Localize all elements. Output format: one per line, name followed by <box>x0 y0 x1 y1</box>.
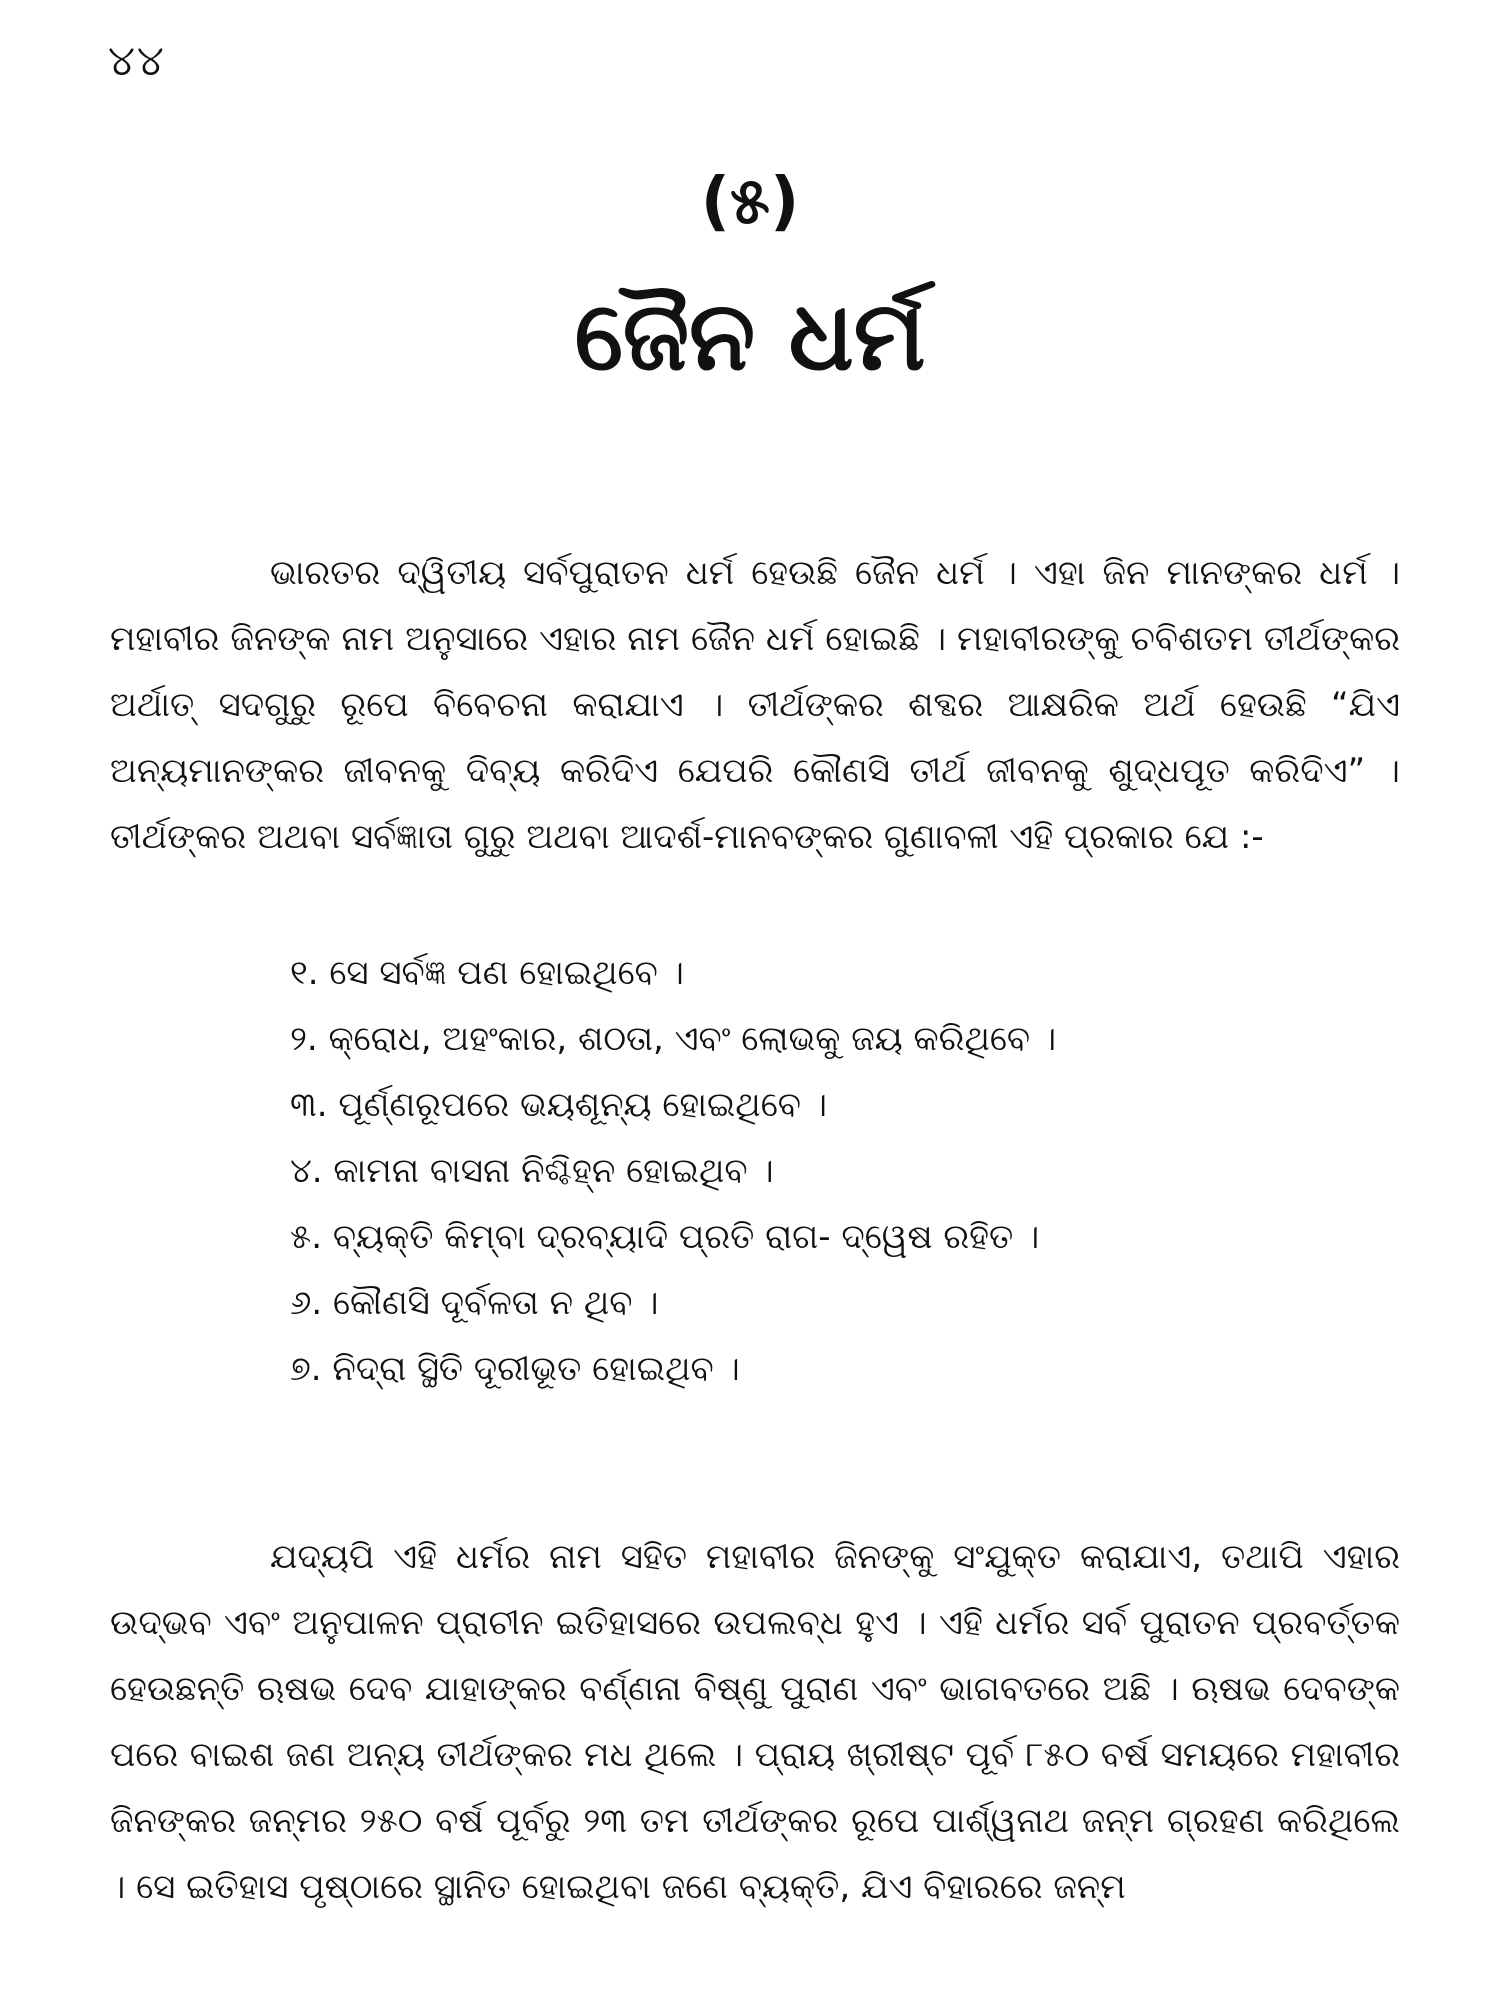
list-item: ୪. କାମନା ବାସନା ନିଶ୍ଚିହ୍ନ ହୋଇଥିବ । <box>290 1151 774 1191</box>
paragraph-1 <box>110 540 1400 870</box>
list-item: ୨. କ୍ରୋଧ, ଅହଂକାର, ଶଠତା, ଏବଂ ଲୋଭକୁ ଜୟ କରିଥିବେ । <box>290 1019 1057 1059</box>
paragraph-2 <box>110 1524 1400 1920</box>
list-item: ୫. ବ୍ୟକ୍ତି କିମ୍ବା ଦ୍ରବ୍ୟାଦି ପ୍ରତି ରାଗ- ଦ୍ୱେଷ ରହିତ । <box>290 1217 1040 1257</box>
chapter-number: (୫) <box>700 165 800 239</box>
qualities-list <box>290 940 1390 1402</box>
list-item: ୧. ସେ ସର୍ବଜ୍ଞ ପଣ ହୋଇଥିବେ । <box>290 953 684 993</box>
page-number: ୪୪ <box>108 36 166 85</box>
list-item: ୭. ନିଦ୍ରା ସ୍ଥିତି ଦୂରୀଭୂତ ହୋଇଥିବ । <box>290 1349 740 1389</box>
list-item: ୬. କୌଣସି ଦୂର୍ବଳତା ନ ଥିବ । <box>290 1283 659 1323</box>
paragraph-1-text: ଭାରତର ଦ୍ୱିତୀୟ ସର୍ବପୁରାତନ ଧର୍ମ ହେଉଛି ଜୈନ ଧର୍ମ । ଏହା ଜିନ ମାନଙ୍କର ଧର୍ମ । ମହାବୀର ଜିନଙ୍କ ନାମ ଅନୁସାରେ ଏହାର ନାମ ଜୈନ ଧର୍ମ ହୋଇଛି । ମହାବୀରଙ୍କୁ ଚବିଶତମ ତୀର୍ଥଙ୍କର ଅର୍ଥାତ୍ ସଦଗୁରୁ ରୂପେ ବିବେଚନା କରାଯାଏ । ତୀର୍ଥଙ୍କର ଶବ୍ଦର ଆକ୍ଷରିକ ଅର୍ଥ ହେଉଛି “ଯିଏ ଅନ୍ୟମାନଙ୍କର ଜୀବନକୁ ଦିବ୍ୟ କରିଦିଏ ଯେପରି କୌଣସି ତୀର୍ଥ ଜୀବନକୁ ଶୁଦ୍ଧପୂତ କରିଦିଏ” । ତୀର୍ଥଙ୍କର ଅଥବା ସର୍ବଜ୍ଞାତା ଗୁରୁ ଅଥବା ଆଦର୍ଶ-ମାନବଙ୍କର ଗୁଣାବଳୀ ଏହି ପ୍ରକାର ଯେ :- <box>110 553 1400 857</box>
list-item: ୩. ପୂର୍ଣ୍ଣରୂପରେ ଭୟଶୂନ୍ୟ ହୋଇଥିବେ । <box>290 1085 828 1125</box>
chapter-title: ଜୈନ ଧର୍ମ <box>574 280 926 392</box>
paragraph-2-text: ଯଦ୍ୟପି ଏହି ଧର୍ମର ନାମ ସହିତ ମହାବୀର ଜିନଙ୍କୁ ସଂଯୁକ୍ତ କରାଯାଏ, ତଥାପି ଏହାର ଉଦ୍ଭବ ଏବଂ ଅନୁପାଳନ ପ୍ରାଚୀନ ଇତିହାସରେ ଉପଲବ୍ଧ ହୁଏ । ଏହି ଧର୍ମର ସର୍ବ ପୁରାତନ ପ୍ରବର୍ତ୍ତକ ହେଉଛନ୍ତି ଋଷଭ ଦେବ ଯାହାଙ୍କର ବର୍ଣ୍ଣନା ବିଷ୍ଣୁ ପୁରାଣ ଏବଂ ଭାଗବତରେ ଅଛି । ଋଷଭ ଦେବଙ୍କ ପରେ ବାଇଶ ଜଣ ଅନ୍ୟ ତୀର୍ଥଙ୍କର ମଧ ଥିଲେ । ପ୍ରାୟ ଖ୍ରୀଷ୍ଟ ପୂର୍ବ ୮୫୦ ବର୍ଷ ସମୟରେ ମହାବୀର ଜିନଙ୍କର ଜନ୍ମର ୨୫୦ ବର୍ଷ ପୂର୍ବରୁ ୨୩ ତମ ତୀର୍ଥଙ୍କର ରୂପେ ପାର୍ଶ୍ୱନାଥ ଜନ୍ମ ଗ୍ରହଣ କରିଥିଲେ । ସେ ଇତିହାସ ପୃଷ୍ଠାରେ ସ୍ଥାନିତ ହୋଇଥିବା ଜଣେ ବ୍ୟକ୍ତି, ଯିଏ ବିହାରରେ ଜନ୍ମ <box>110 1537 1400 1907</box>
